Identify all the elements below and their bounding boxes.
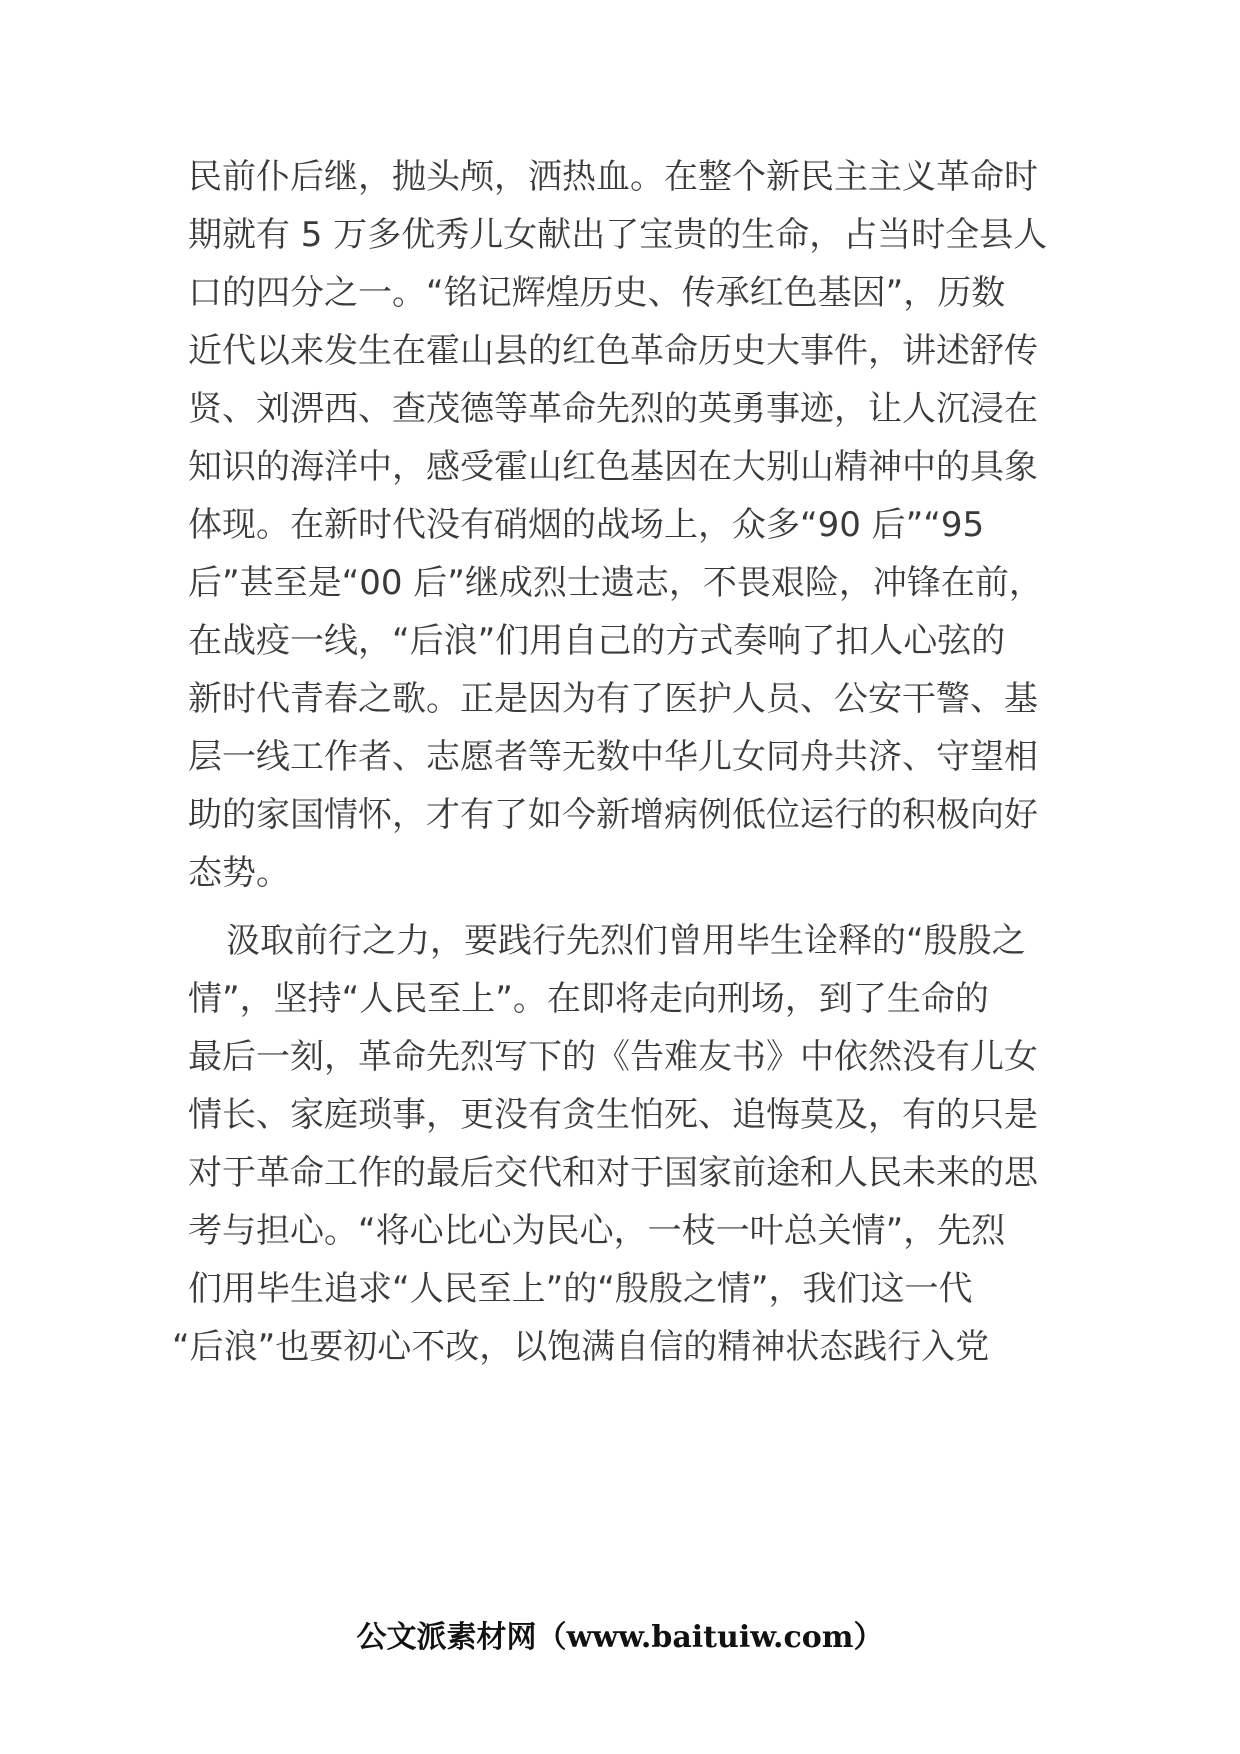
paragraph-line: “后浪”也要初心不改，以饱满自信的精神状态践行入党 (172, 1327, 990, 1367)
paragraph-line: 口的四分之一。“铭记辉煌历史、传承红色基因”，历数 (188, 273, 1006, 313)
paragraph-line: 后”甚至是“00 后”继成烈士遗志，不畏艰险，冲锋在前， (188, 563, 1043, 603)
paragraph-line: 态势。 (188, 853, 290, 893)
paragraph-line: 情长、家庭琐事，更没有贪生怕死、追悔莫及，有的只是 (188, 1095, 1038, 1135)
paragraph-line: 们用毕生追求“人民至上”的“殷殷之情”，我们这一代 (188, 1269, 973, 1309)
paragraph-line: 层一线工作者、志愿者等无数中华儿女同舟共济、守望相 (188, 737, 1038, 777)
paragraph-line: 最后一刻，革命先烈写下的《告难友书》中依然没有儿女 (188, 1037, 1038, 1077)
paragraph-line: 期就有 5 万多优秀儿女献出了宝贵的生命，占当时全县人 (188, 215, 1048, 255)
paragraph-line: 民前仆后继，抛头颅，洒热血。在整个新民主主义革命时 (188, 157, 1038, 197)
paragraph-line: 助的家国情怀，才有了如今新增病例低位运行的积极向好 (188, 795, 1038, 835)
paragraph-line: 新时代青春之歌。正是因为有了医护人员、公安干警、基 (188, 679, 1038, 719)
paragraph-line: 贤、刘淠西、查茂德等革命先烈的英勇事迹，让人沉浸在 (188, 389, 1038, 429)
paragraph-line: 知识的海洋中，感受霍山红色基因在大别山精神中的具象 (188, 447, 1038, 487)
paragraph-line: 情”，坚持“人民至上”。在即将走向刑场，到了生命的 (188, 979, 989, 1019)
paragraph-line: 对于革命工作的最后交代和对于国家前途和人民未来的思 (188, 1153, 1038, 1193)
paragraph-line: 在战疫一线，“后浪”们用自己的方式奏响了扣人心弦的 (188, 621, 1006, 661)
paragraph-line-indented: 汲取前行之力，要践行先烈们曾用毕生诠释的“殷殷之 (226, 921, 1026, 961)
paragraph-line: 近代以来发生在霍山县的红色革命历史大事件，讲述舒传 (188, 331, 1038, 371)
paragraph-line: 体现。在新时代没有硝烟的战场上，众多“90 后”“95 (188, 505, 985, 545)
paragraph-line: 考与担心。“将心比心为民心，一枝一叶总关情”，先烈 (188, 1211, 1006, 1251)
footer-watermark-text: 公文派素材网（www.baituiw.com） (356, 1620, 884, 1655)
